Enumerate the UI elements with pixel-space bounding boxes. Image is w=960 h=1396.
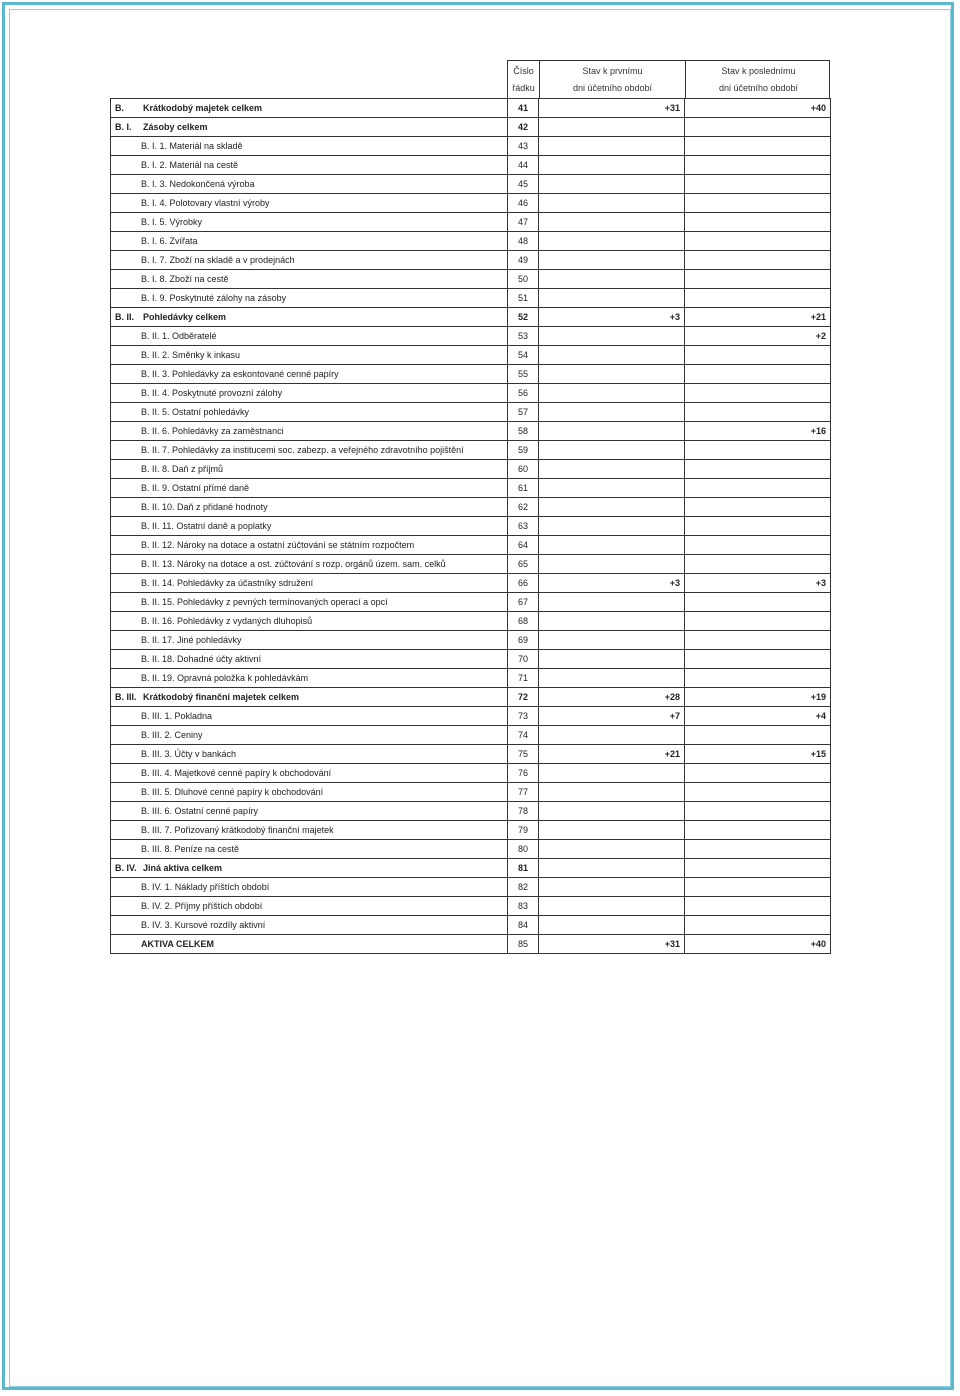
- row-number: 46: [508, 194, 539, 213]
- table-row: [111, 802, 831, 821]
- row-label-cell: [111, 783, 508, 802]
- row-label-cell: [111, 574, 508, 593]
- row-label-cell: [111, 137, 508, 156]
- row-label-cell: [111, 650, 508, 669]
- value-first-day: +7: [539, 707, 685, 726]
- header-row-number: [508, 61, 539, 98]
- row-label-cell: [111, 707, 508, 726]
- item-label: B. II. 5. Ostatní pohledávky: [141, 407, 250, 417]
- value-last-day: [685, 555, 831, 574]
- value-last-day: [685, 821, 831, 840]
- row-label-cell: [111, 232, 508, 251]
- row-number: 78: [508, 802, 539, 821]
- row-number: 77: [508, 783, 539, 802]
- row-number: 53: [508, 327, 539, 346]
- table-row: [111, 194, 831, 213]
- value-first-day: [539, 669, 685, 688]
- table-row: [111, 536, 831, 555]
- value-first-day: [539, 365, 685, 384]
- value-first-day: [539, 897, 685, 916]
- row-label-cell: [111, 270, 508, 289]
- row-label-cell: [111, 517, 508, 536]
- value-last-day: +15: [685, 745, 831, 764]
- item-label: B. II. 19. Opravná položka k pohledávkám: [141, 673, 309, 683]
- table-row: [111, 270, 831, 289]
- row-label-cell: [111, 422, 508, 441]
- table-row: [111, 574, 831, 593]
- item-label: B. II. 4. Poskytnuté provozní zálohy: [141, 388, 283, 398]
- item-label: B. II. 18. Dohadné účty aktivní: [141, 654, 262, 664]
- header-row-number-line1: Číslo: [513, 66, 534, 76]
- row-label-cell: [111, 555, 508, 574]
- row-number: 75: [508, 745, 539, 764]
- row-label-cell: [111, 327, 508, 346]
- value-first-day: [539, 536, 685, 555]
- table-row: [111, 631, 831, 650]
- row-number: 82: [508, 878, 539, 897]
- value-last-day: +4: [685, 707, 831, 726]
- item-label: B. II. 15. Pohledávky z pevných termínovaných operací a opcí: [141, 597, 388, 607]
- row-number: 83: [508, 897, 539, 916]
- header-row-number-line2: řádku: [512, 83, 535, 93]
- value-last-day: [685, 669, 831, 688]
- item-label: B. I. 4. Polotovary vlastní výroby: [141, 198, 270, 208]
- table-row: [111, 783, 831, 802]
- row-label-cell: [111, 688, 508, 707]
- row-number: 80: [508, 840, 539, 859]
- value-last-day: [685, 612, 831, 631]
- value-first-day: [539, 821, 685, 840]
- value-first-day: [539, 650, 685, 669]
- value-first-day: [539, 156, 685, 175]
- row-number: 44: [508, 156, 539, 175]
- row-label-cell: [111, 175, 508, 194]
- value-last-day: [685, 289, 831, 308]
- value-first-day: [539, 479, 685, 498]
- table-row: [111, 669, 831, 688]
- table-row: [111, 213, 831, 232]
- item-label: B. II. 1. Odběratelé: [141, 331, 217, 341]
- item-label: B. II. 10. Daň z přidané hodnoty: [141, 502, 268, 512]
- row-number: 63: [508, 517, 539, 536]
- value-first-day: [539, 289, 685, 308]
- value-first-day: [539, 251, 685, 270]
- value-first-day: [539, 764, 685, 783]
- value-first-day: [539, 802, 685, 821]
- table-row: [111, 384, 831, 403]
- item-label: B. II. 17. Jiné pohledávky: [141, 635, 242, 645]
- row-number: 43: [508, 137, 539, 156]
- row-label-cell: [111, 593, 508, 612]
- value-first-day: [539, 441, 685, 460]
- value-last-day: [685, 194, 831, 213]
- row-number: 52: [508, 308, 539, 327]
- row-number: 49: [508, 251, 539, 270]
- item-label: B. III. 2. Ceniny: [141, 730, 203, 740]
- value-first-day: [539, 327, 685, 346]
- row-number: 57: [508, 403, 539, 422]
- table-row: [111, 403, 831, 422]
- table-row: [111, 99, 831, 118]
- item-label: B. I. 6. Zvířata: [141, 236, 198, 246]
- value-first-day: [539, 213, 685, 232]
- row-label-cell: [111, 118, 508, 137]
- value-first-day: [539, 878, 685, 897]
- row-number: 79: [508, 821, 539, 840]
- row-label-cell: [111, 460, 508, 479]
- row-label-cell: [111, 802, 508, 821]
- value-last-day: +40: [685, 99, 831, 118]
- value-first-day: +31: [539, 99, 685, 118]
- item-label: B. II. 9. Ostatní přímé daně: [141, 483, 250, 493]
- value-last-day: [685, 878, 831, 897]
- row-label-cell: [111, 631, 508, 650]
- table-row: [111, 327, 831, 346]
- row-number: 65: [508, 555, 539, 574]
- table-row: [111, 289, 831, 308]
- item-label: B. III. 5. Dluhové cenné papíry k obchodování: [141, 787, 324, 797]
- value-last-day: [685, 631, 831, 650]
- row-label-cell: [111, 384, 508, 403]
- value-last-day: +40: [685, 935, 831, 954]
- value-last-day: +21: [685, 308, 831, 327]
- row-number: 81: [508, 859, 539, 878]
- value-last-day: [685, 802, 831, 821]
- value-last-day: [685, 460, 831, 479]
- section-code: B. III.: [115, 692, 137, 702]
- table-row: [111, 612, 831, 631]
- table-row: [111, 916, 831, 935]
- row-number: 70: [508, 650, 539, 669]
- table-row: [111, 935, 831, 954]
- value-last-day: +19: [685, 688, 831, 707]
- table-row: [111, 232, 831, 251]
- table-row: [111, 688, 831, 707]
- section-label: Krátkodobý majetek celkem: [143, 103, 263, 113]
- value-last-day: [685, 726, 831, 745]
- value-first-day: [539, 631, 685, 650]
- item-label: B. I. 2. Materiál na cestě: [141, 160, 239, 170]
- table-row: [111, 460, 831, 479]
- header-last-day: [685, 61, 831, 98]
- item-label: B. II. 12. Nároky na dotace a ostatní zúčtování se státním rozpočtem: [141, 540, 415, 550]
- value-last-day: [685, 175, 831, 194]
- value-first-day: [539, 859, 685, 878]
- row-label-cell: [111, 897, 508, 916]
- row-number: 50: [508, 270, 539, 289]
- item-label: B. I. 7. Zboží na skladě a v prodejnách: [141, 255, 295, 265]
- row-label-cell: [111, 289, 508, 308]
- item-label: B. III. 7. Pořizovaný krátkodobý finanční majetek: [141, 825, 334, 835]
- table-header: [507, 60, 830, 98]
- row-label-cell: [111, 213, 508, 232]
- header-first-day-line1: Stav k prvnímu: [582, 66, 643, 76]
- row-label-cell: [111, 669, 508, 688]
- row-number: 41: [508, 99, 539, 118]
- balance-table: [110, 98, 831, 954]
- table-row: [111, 859, 831, 878]
- row-number: 84: [508, 916, 539, 935]
- value-last-day: [685, 916, 831, 935]
- row-label-cell: [111, 403, 508, 422]
- item-label: B. II. 8. Daň z příjmů: [141, 464, 224, 474]
- item-label: B. II. 3. Pohledávky za eskontované cenné papíry: [141, 369, 339, 379]
- value-first-day: [539, 422, 685, 441]
- row-label-cell: [111, 346, 508, 365]
- row-label-cell: [111, 536, 508, 555]
- value-last-day: +3: [685, 574, 831, 593]
- value-first-day: [539, 593, 685, 612]
- row-number: 64: [508, 536, 539, 555]
- section-code: B.: [115, 103, 124, 113]
- row-label-cell: [111, 935, 508, 954]
- table-row: [111, 726, 831, 745]
- table-row: [111, 346, 831, 365]
- value-last-day: [685, 137, 831, 156]
- value-first-day: +31: [539, 935, 685, 954]
- row-label-cell: [111, 441, 508, 460]
- value-last-day: [685, 498, 831, 517]
- table-row: [111, 175, 831, 194]
- item-label: B. III. 8. Peníze na cestě: [141, 844, 240, 854]
- item-label: B. I. 9. Poskytnuté zálohy na zásoby: [141, 293, 287, 303]
- row-label-cell: [111, 365, 508, 384]
- value-first-day: [539, 460, 685, 479]
- item-label: B. IV. 1. Náklady příštích období: [141, 882, 270, 892]
- value-last-day: [685, 403, 831, 422]
- value-last-day: +2: [685, 327, 831, 346]
- row-number: 73: [508, 707, 539, 726]
- value-first-day: +3: [539, 574, 685, 593]
- table-row: [111, 156, 831, 175]
- item-label: B. I. 8. Zboží na cestě: [141, 274, 229, 284]
- row-number: 67: [508, 593, 539, 612]
- item-label: B. II. 14. Pohledávky za účastníky sdružení: [141, 578, 314, 588]
- table-row: [111, 593, 831, 612]
- table-row: [111, 517, 831, 536]
- row-label-cell: [111, 859, 508, 878]
- header-first-day: [539, 61, 685, 98]
- value-first-day: [539, 384, 685, 403]
- row-label-cell: [111, 764, 508, 783]
- item-label: B. II. 16. Pohledávky z vydaných dluhopisů: [141, 616, 313, 626]
- value-last-day: [685, 650, 831, 669]
- row-number: 66: [508, 574, 539, 593]
- value-first-day: +28: [539, 688, 685, 707]
- row-number: 85: [508, 935, 539, 954]
- section-code: B. II.: [115, 312, 135, 322]
- value-first-day: [539, 517, 685, 536]
- item-label: B. III. 4. Majetkové cenné papíry k obchodování: [141, 768, 332, 778]
- row-number: 72: [508, 688, 539, 707]
- section-code: B. I.: [115, 122, 132, 132]
- item-label: B. I. 5. Výrobky: [141, 217, 203, 227]
- value-first-day: +3: [539, 308, 685, 327]
- item-label: B. IV. 2. Příjmy příštích období: [141, 901, 263, 911]
- item-label: B. II. 6. Pohledávky za zaměstnanci: [141, 426, 284, 436]
- table-row: [111, 137, 831, 156]
- header-last-day-line1: Stav k poslednímu: [721, 66, 796, 76]
- row-number: 54: [508, 346, 539, 365]
- value-last-day: [685, 365, 831, 384]
- value-last-day: [685, 536, 831, 555]
- section-label: Pohledávky celkem: [143, 312, 227, 322]
- item-label: B. II. 7. Pohledávky za institucemi soc. zabezp. a veřejného zdravotního pojištění: [141, 445, 464, 455]
- value-last-day: [685, 384, 831, 403]
- table-row: [111, 479, 831, 498]
- row-number: 58: [508, 422, 539, 441]
- row-number: 56: [508, 384, 539, 403]
- value-last-day: [685, 593, 831, 612]
- value-last-day: [685, 479, 831, 498]
- table-row: [111, 441, 831, 460]
- value-last-day: [685, 213, 831, 232]
- row-label-cell: [111, 878, 508, 897]
- row-label-cell: [111, 479, 508, 498]
- value-last-day: [685, 840, 831, 859]
- item-label: B. II. 11. Ostatní daně a poplatky: [141, 521, 272, 531]
- row-label-cell: [111, 612, 508, 631]
- value-last-day: [685, 783, 831, 802]
- value-last-day: [685, 517, 831, 536]
- table-row: [111, 897, 831, 916]
- value-first-day: [539, 555, 685, 574]
- item-label: B. III. 1. Pokladna: [141, 711, 213, 721]
- section-code: B. IV.: [115, 863, 137, 873]
- row-label-cell: [111, 308, 508, 327]
- balance-sheet: [110, 60, 830, 954]
- row-number: 68: [508, 612, 539, 631]
- row-number: 51: [508, 289, 539, 308]
- value-first-day: [539, 403, 685, 422]
- row-number: 42: [508, 118, 539, 137]
- value-first-day: [539, 840, 685, 859]
- value-last-day: [685, 859, 831, 878]
- row-label-cell: [111, 251, 508, 270]
- item-label: AKTIVA CELKEM: [141, 939, 214, 949]
- value-first-day: [539, 194, 685, 213]
- row-label-cell: [111, 745, 508, 764]
- item-label: B. I. 3. Nedokončená výroba: [141, 179, 255, 189]
- value-last-day: [685, 156, 831, 175]
- table-row: [111, 118, 831, 137]
- table-row: [111, 365, 831, 384]
- table-row: [111, 555, 831, 574]
- row-number: 60: [508, 460, 539, 479]
- value-last-day: [685, 118, 831, 137]
- row-label-cell: [111, 726, 508, 745]
- value-last-day: [685, 251, 831, 270]
- row-number: 55: [508, 365, 539, 384]
- item-label: B. III. 3. Účty v bankách: [141, 749, 237, 759]
- row-number: 69: [508, 631, 539, 650]
- header-last-day-line2: dni účetního období: [718, 83, 799, 93]
- value-first-day: [539, 726, 685, 745]
- value-first-day: [539, 498, 685, 517]
- table-row: [111, 764, 831, 783]
- row-label-cell: [111, 156, 508, 175]
- table-row: [111, 840, 831, 859]
- item-label: B. II. 2. Směnky k inkasu: [141, 350, 241, 360]
- row-number: 47: [508, 213, 539, 232]
- value-last-day: +16: [685, 422, 831, 441]
- table-row: [111, 878, 831, 897]
- value-first-day: [539, 118, 685, 137]
- row-label-cell: [111, 821, 508, 840]
- row-number: 45: [508, 175, 539, 194]
- value-last-day: [685, 346, 831, 365]
- row-number: 59: [508, 441, 539, 460]
- row-number: 62: [508, 498, 539, 517]
- table-row: [111, 308, 831, 327]
- value-first-day: [539, 612, 685, 631]
- item-label: B. II. 13. Nároky na dotace a ost. zúčtování s rozp. orgánů územ. sam. celků: [141, 559, 446, 569]
- section-label: Zásoby celkem: [143, 122, 208, 132]
- row-label-cell: [111, 840, 508, 859]
- item-label: B. I. 1. Materiál na skladě: [141, 141, 243, 151]
- value-first-day: [539, 137, 685, 156]
- row-label-cell: [111, 498, 508, 517]
- row-number: 61: [508, 479, 539, 498]
- row-label-cell: [111, 194, 508, 213]
- section-label: Krátkodobý finanční majetek celkem: [143, 692, 300, 702]
- value-last-day: [685, 441, 831, 460]
- value-first-day: [539, 916, 685, 935]
- table-row: [111, 498, 831, 517]
- row-number: 71: [508, 669, 539, 688]
- value-last-day: [685, 232, 831, 251]
- table-row: [111, 745, 831, 764]
- value-first-day: [539, 783, 685, 802]
- value-first-day: [539, 175, 685, 194]
- item-label: B. III. 6. Ostatní cenné papíry: [141, 806, 259, 816]
- row-number: 76: [508, 764, 539, 783]
- item-label: B. IV. 3. Kursové rozdíly aktivní: [141, 920, 266, 930]
- header-first-day-line2: dni účetního období: [572, 83, 653, 93]
- row-number: 74: [508, 726, 539, 745]
- table-row: [111, 650, 831, 669]
- section-label: Jiná aktiva celkem: [143, 863, 223, 873]
- value-first-day: +21: [539, 745, 685, 764]
- value-last-day: [685, 270, 831, 289]
- row-label-cell: [111, 99, 508, 118]
- row-label-cell: [111, 916, 508, 935]
- value-last-day: [685, 764, 831, 783]
- table-row: [111, 251, 831, 270]
- value-first-day: [539, 232, 685, 251]
- row-number: 48: [508, 232, 539, 251]
- value-last-day: [685, 897, 831, 916]
- value-first-day: [539, 346, 685, 365]
- table-row: [111, 821, 831, 840]
- table-row: [111, 707, 831, 726]
- value-first-day: [539, 270, 685, 289]
- table-row: [111, 422, 831, 441]
